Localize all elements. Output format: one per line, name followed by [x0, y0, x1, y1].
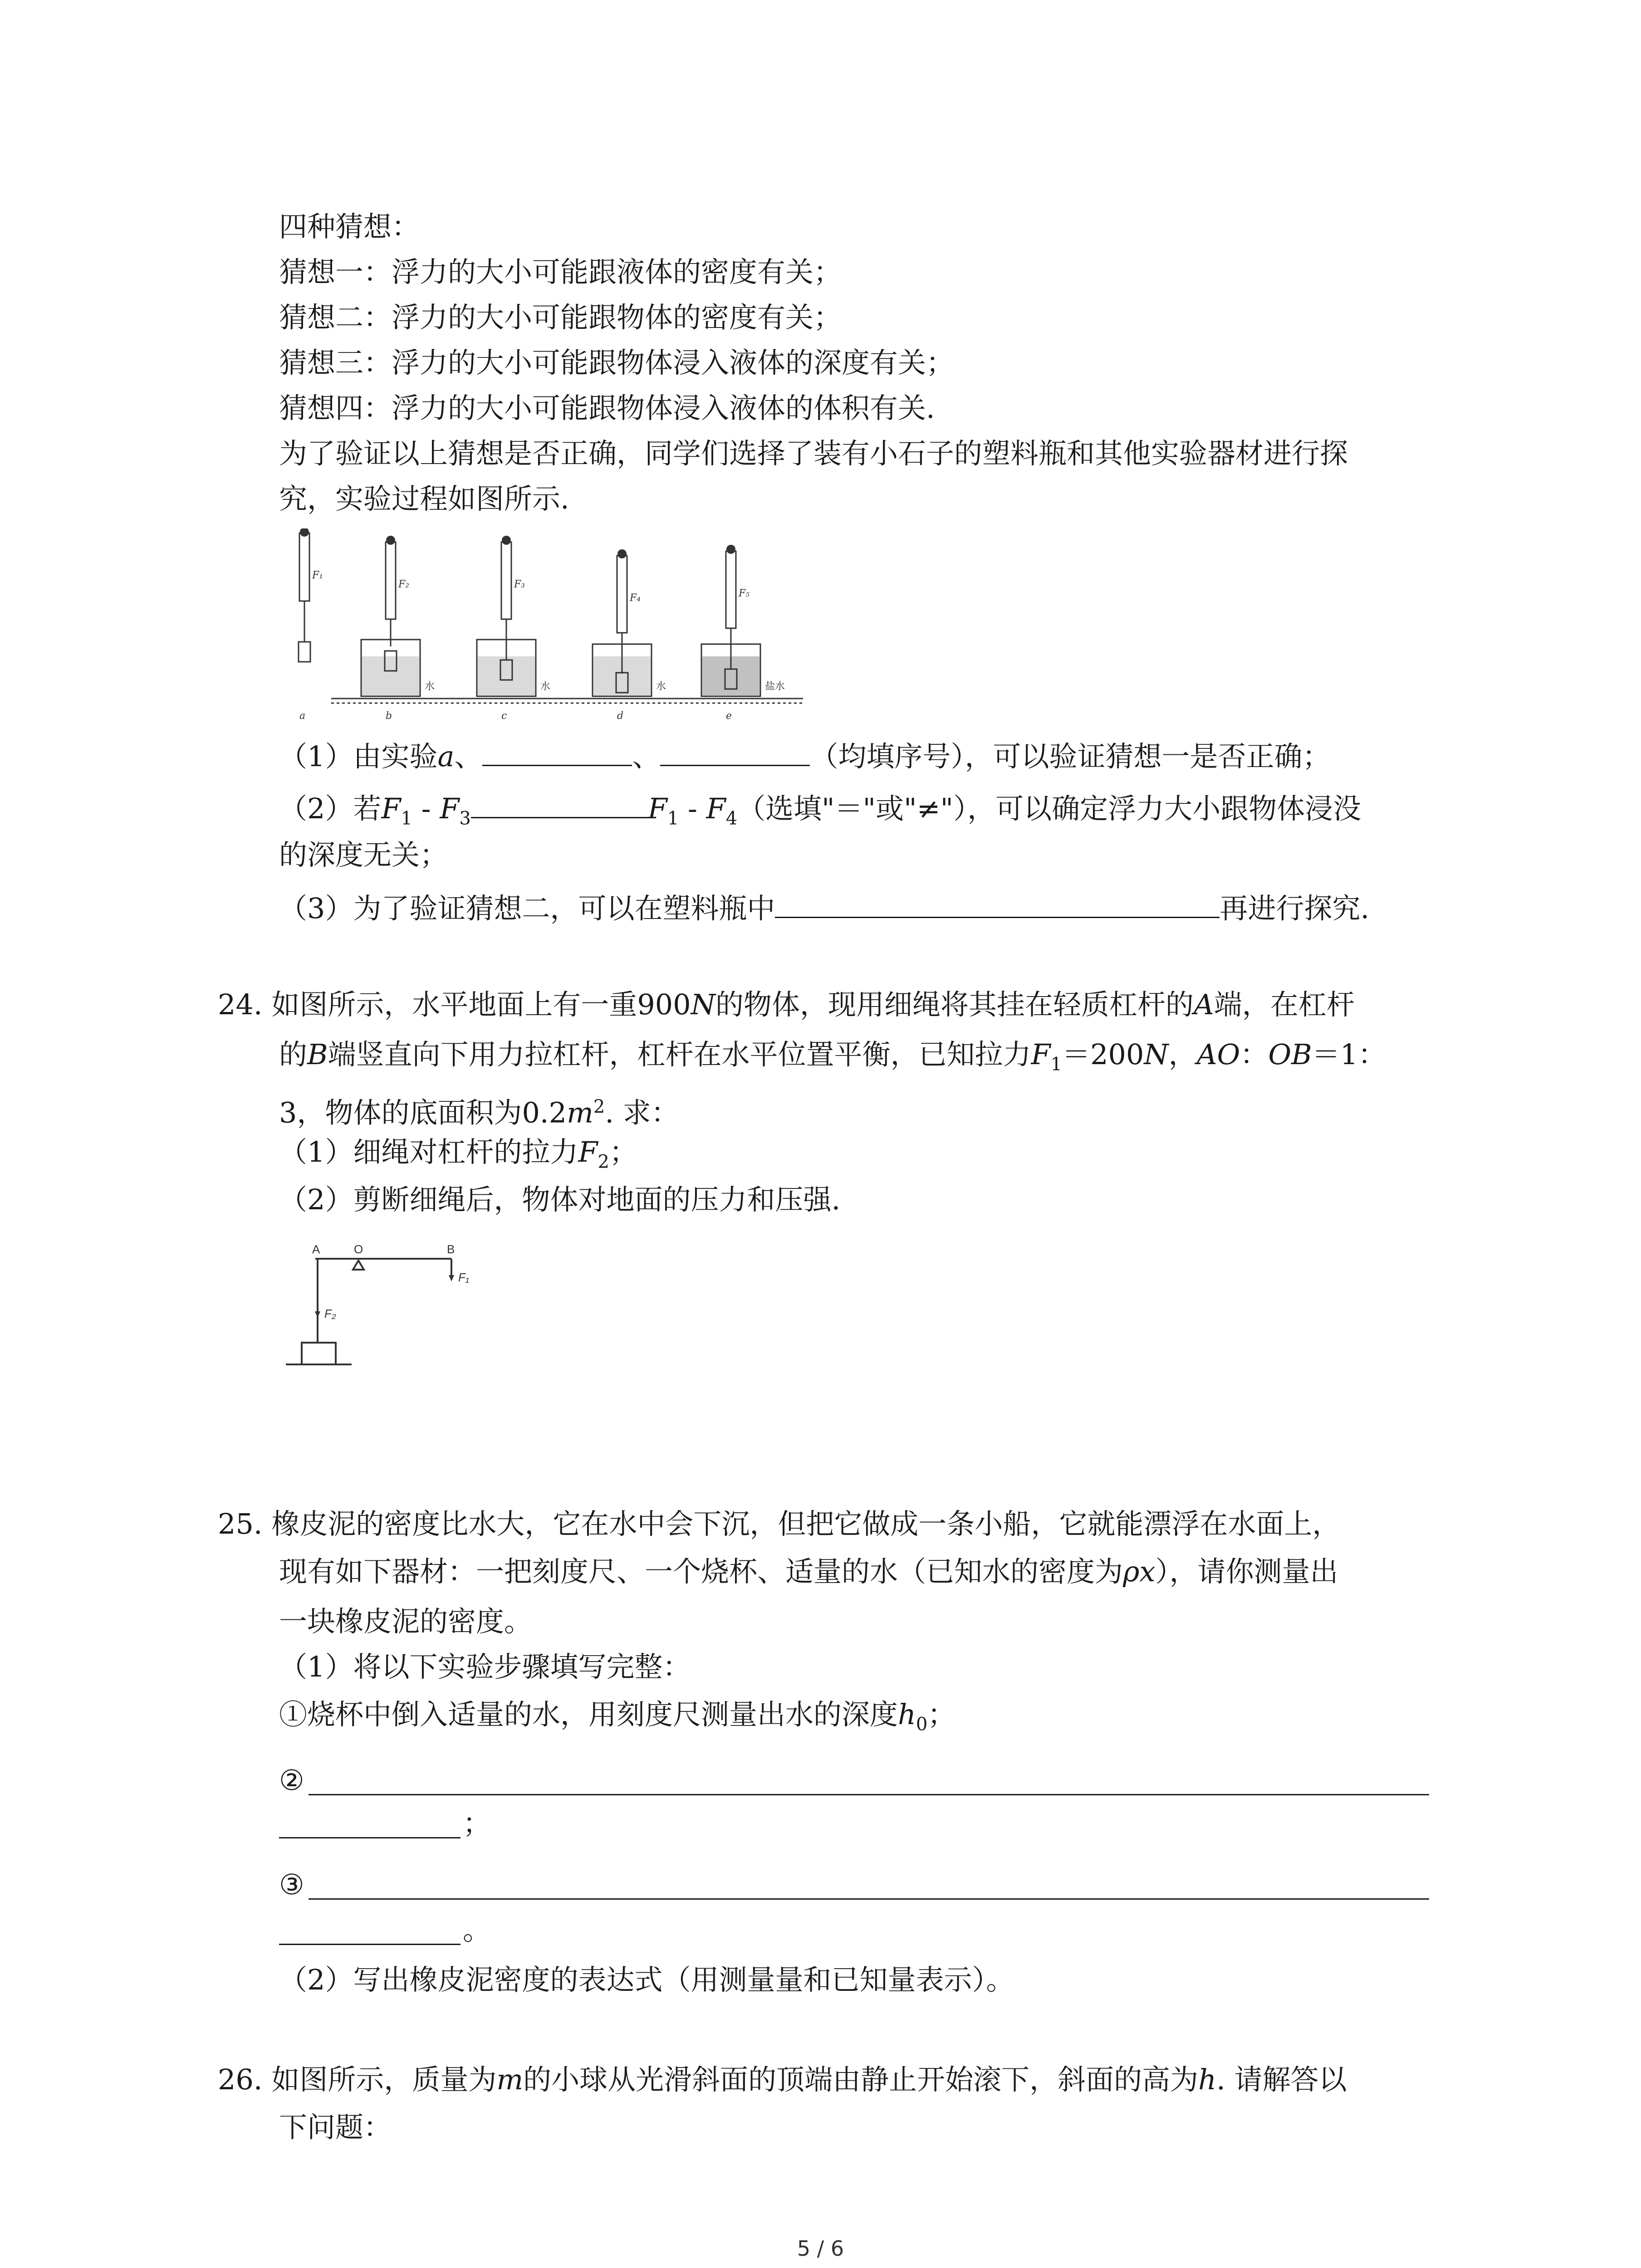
q23-part2: （2）若$F_1 - F_3$ $F_1 - F_4$（选填"＝"或"≠"），可以确定浮力大小跟物体浸没: [279, 787, 1361, 828]
q23-part2-line2: 的深度无关；: [279, 838, 448, 871]
guess-3: 猜想三：浮力的大小可能跟物体浸入液体的深度有关；: [279, 346, 955, 379]
liquid-label-c: 水: [540, 681, 551, 692]
liquid-label-e: 盐水: [765, 681, 785, 692]
q24-sub1: （1）细绳对杠杆的拉力$F_2$；: [279, 1135, 637, 1173]
answer-blank-3[interactable]: [775, 887, 1220, 918]
q25-step3-mark: ③: [279, 1868, 304, 1901]
lever-label-o: O: [354, 1242, 363, 1256]
force-label-b: F₂: [398, 579, 410, 590]
lever-label-b: B: [447, 1242, 455, 1256]
q25-line3: 一块橡皮泥的密度。: [279, 1605, 533, 1638]
q24-line2: 的B端竖直向下用力拉杠杆，杠杆在水平位置平衡，已知拉力$F_1=200N$，AO：OB＝1：: [279, 1038, 1386, 1075]
force-label-a: F₁: [312, 570, 323, 581]
guess-4: 猜想四：浮力的大小可能跟物体浸入液体的体积有关.: [279, 391, 935, 425]
liquid-label-b: 水: [425, 681, 435, 692]
q23-setup-line2: 究，实验过程如图所示.: [279, 482, 569, 515]
q25-step2-mark: ②: [279, 1764, 304, 1797]
lever-figure: [272, 1241, 490, 1377]
q24-sub2: （2）剪断细绳后，物体对地面的压力和压强.: [279, 1183, 841, 1216]
q25-line1: 25. 橡皮泥的密度比水大，它在水中会下沉，但把它做成一条小船，它就能漂浮在水面上，: [218, 1507, 1341, 1540]
page-number: 5 / 6: [797, 2236, 844, 2261]
caption-a: a: [299, 710, 306, 722]
force-label-e: F₅: [739, 588, 750, 599]
caption-d: d: [617, 710, 624, 722]
force-label-d: F₄: [630, 592, 641, 604]
answer-blank-2[interactable]: [471, 787, 648, 818]
q24-line3: 3，物体的底面积为$0.2m^2$. 求：: [279, 1096, 679, 1129]
caption-b: b: [386, 710, 392, 722]
guess-1: 猜想一：浮力的大小可能跟液体的密度有关；: [279, 255, 842, 288]
question-number: 24.: [218, 988, 263, 1021]
question-number: 26.: [218, 2063, 263, 2096]
q26-line2: 下问题：: [279, 2111, 392, 2144]
q25-step1: ①烧杯中倒入适量的水，用刻度尺测量出水的深度$h_0$；: [279, 1698, 956, 1735]
answer-blank-step3-cont[interactable]: [279, 1944, 460, 1945]
q24-line1: 24. 如图所示，水平地面上有一重900N的物体，现用细绳将其挂在轻质杠杆的A端，在杠杆: [218, 988, 1355, 1021]
force-label-c: F₃: [514, 579, 525, 590]
caption-c: c: [501, 710, 507, 722]
buoyancy-experiment-figure: [272, 528, 812, 728]
answer-blank-step2[interactable]: [309, 1794, 1429, 1795]
guess-2: 猜想二：浮力的大小可能跟物体的密度有关；: [279, 301, 842, 334]
answer-blank-step2-cont[interactable]: [279, 1837, 460, 1838]
lever-label-a: A: [312, 1242, 320, 1256]
q26-line1: 26. 如图所示，质量为m的小球从光滑斜面的顶端由静止开始滚下，斜面的高为h. 请解答以: [218, 2063, 1347, 2096]
question-number: 25.: [218, 1507, 263, 1540]
lever-label-f2: F₂: [324, 1307, 336, 1320]
q25-sub1: （1）将以下实验步骤填写完整：: [279, 1650, 691, 1683]
q25-step2-end: ；: [463, 1807, 491, 1840]
liquid-label-d: 水: [656, 681, 666, 692]
lever-label-f1: F₁: [458, 1271, 470, 1284]
q25-sub2: （2）写出橡皮泥密度的表达式（用测量量和已知量表示）。: [279, 1963, 1014, 1996]
answer-blank-1b[interactable]: [660, 735, 810, 766]
q25-step3-end: 。: [463, 1913, 491, 1946]
caption-e: e: [726, 710, 732, 722]
answer-blank-1a[interactable]: [482, 735, 632, 766]
q23-heading: 四种猜想：: [279, 210, 420, 243]
q23-part3: （3）为了验证猜想二，可以在塑料瓶中 再进行探究.: [279, 887, 1369, 928]
q23-part1: （1）由实验a、 、 （均填序号），可以验证猜想一是否正确；: [279, 735, 1330, 776]
answer-blank-step3[interactable]: [309, 1898, 1429, 1900]
q25-line2: 现有如下器材：一把刻度尺、一个烧杯、适量的水（已知水的密度为ρx），请你测量出: [279, 1555, 1338, 1588]
q23-setup-line1: 为了验证以上猜想是否正确，同学们选择了装有小石子的塑料瓶和其他实验器材进行探: [279, 437, 1348, 470]
